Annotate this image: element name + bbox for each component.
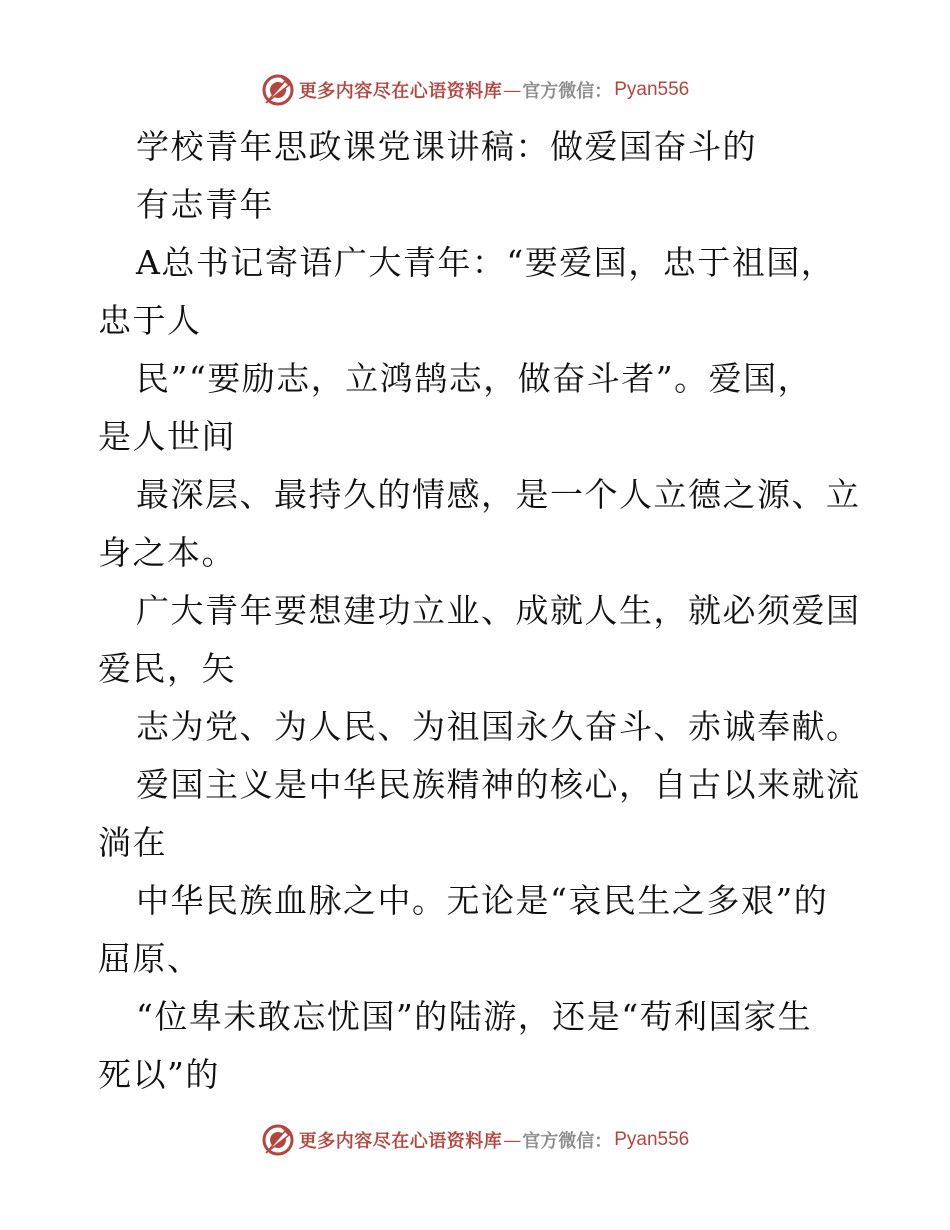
banner-wechat-label: 官方微信： [522,81,613,102]
text-line: 忠于人 [98,301,202,340]
text-line: A总书记寄语广大青年：“要爱国，忠于祖国， [136,243,836,282]
text-line: 爱国主义是中华民族精神的核心，自古以来就流 [136,765,861,804]
text-line: 身之本。 [98,533,236,572]
header-watermark-banner [0,70,950,110]
text-line: 志为党、为人民、为祖国永久奋斗、赤诚奉献。 [136,707,861,746]
banner-separator: — [503,1129,522,1151]
text-line: “位卑未敢忘忧国”的陆游，还是“苟利国家生 [136,997,813,1036]
text-line: 民”“要励志，立鸿鹄志，做奋斗者”。爱国， [136,359,813,398]
banner-text: 更多内容尽在心语资料库 [298,1131,503,1152]
text-line: 学校青年思政课党课讲稿：做爱国奋斗的 [136,127,757,166]
banner-wechat-id: Pyan556 [614,79,690,100]
banner-separator: — [503,79,522,101]
document-body [98,118,861,1104]
quill-logo-icon [261,1123,295,1157]
text-line: 死以”的 [98,1055,220,1094]
text-line: 中华民族血脉之中。无论是“哀民生之多艰”的 [136,881,829,920]
quill-logo-icon [261,73,295,107]
banner-wechat-id: Pyan556 [614,1129,690,1150]
text-line: 广大青年要想建功立业、成就人生，就必须爱国 [136,591,861,630]
text-line: 淌在 [98,823,167,862]
footer-watermark-banner [0,1120,950,1160]
text-line: 爱民，矢 [98,649,236,688]
text-line: 是人世间 [98,417,236,456]
text-line: 有志青年 [136,185,274,224]
banner-wechat-label: 官方微信： [522,1131,613,1152]
text-line: 屈原、 [98,939,202,978]
text-line: 最深层、最持久的情感，是一个人立德之源、立 [136,475,861,514]
banner-text: 更多内容尽在心语资料库 [298,81,503,102]
